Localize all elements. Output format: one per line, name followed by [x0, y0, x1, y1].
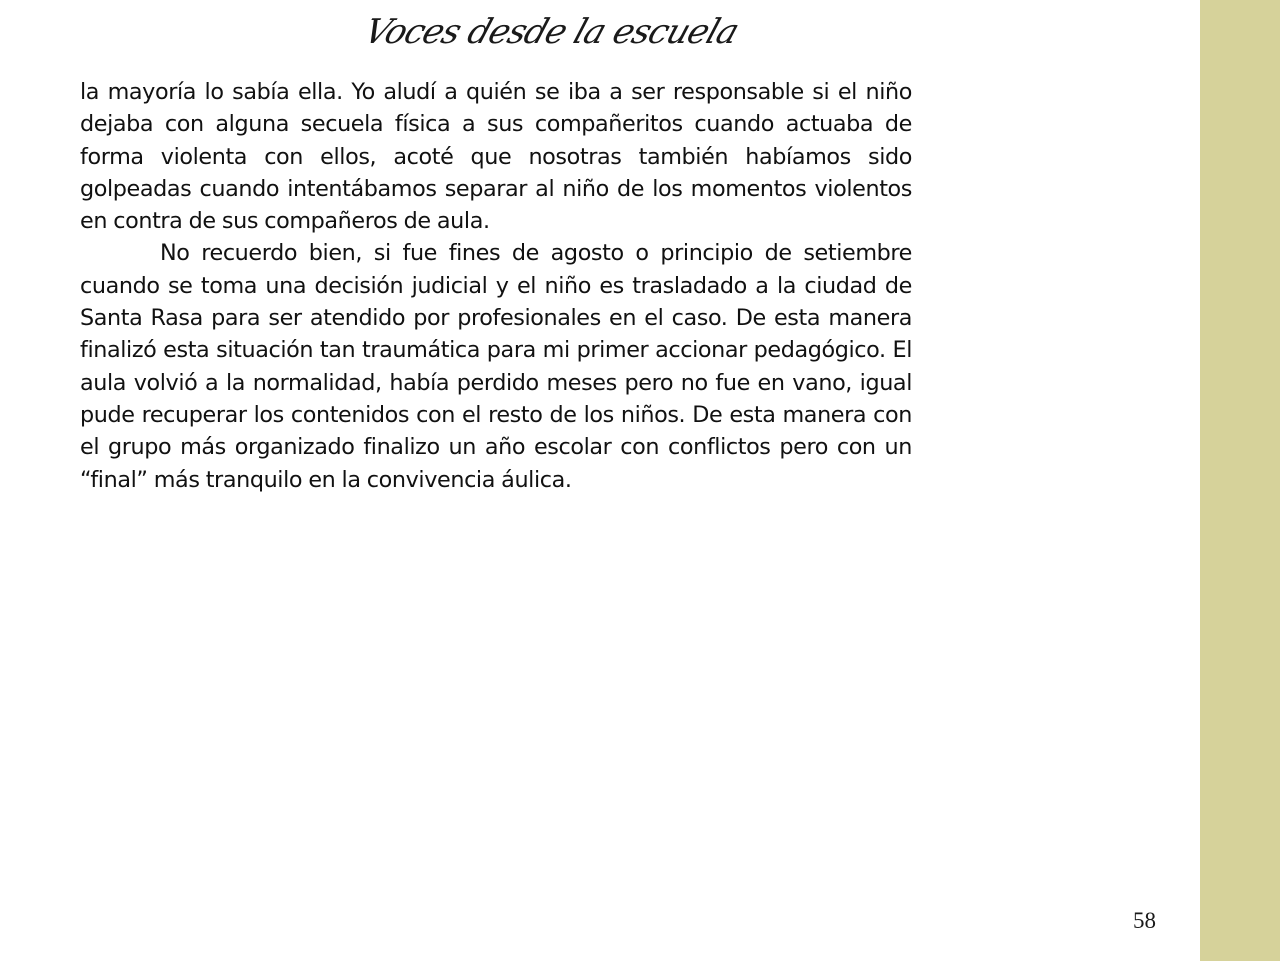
paragraph-continued: la mayoría lo sabía ella. Yo aludí a quién se iba a ser responsable si el niño dejaba con alguna secuela física a sus compañeritos cuando actuaba de forma violenta con ellos, acoté que nosotras también habíamos sido golpeadas cuando intentábamos separar al niño de los momentos violentos en contra de sus compañeros de aula.: [80, 79, 912, 235]
page-number: 58: [1133, 908, 1156, 933]
decorative-side-band: [1200, 0, 1280, 961]
running-header-title: Voces desde la escuela: [359, 12, 744, 52]
body-text: [80, 76, 912, 496]
paragraph-indented: No recuerdo bien, si fue fines de agosto o principio de setiembre cuando se toma una decisión judicial y el niño es trasladado a la ciudad de Santa Rasa para ser atendido por profesionales en el caso. De esta manera finalizó esta situación tan traumática para mi primer accionar pedagógico. El aula volvió a la normalidad, había perdido meses pero no fue en vano, igual pude recuperar los contenidos con el resto de los niños. De esta manera con el grupo más organizado finalizo un año escolar con conflictos pero con un “final” más tranquilo en la convivencia áulica.: [80, 240, 912, 493]
